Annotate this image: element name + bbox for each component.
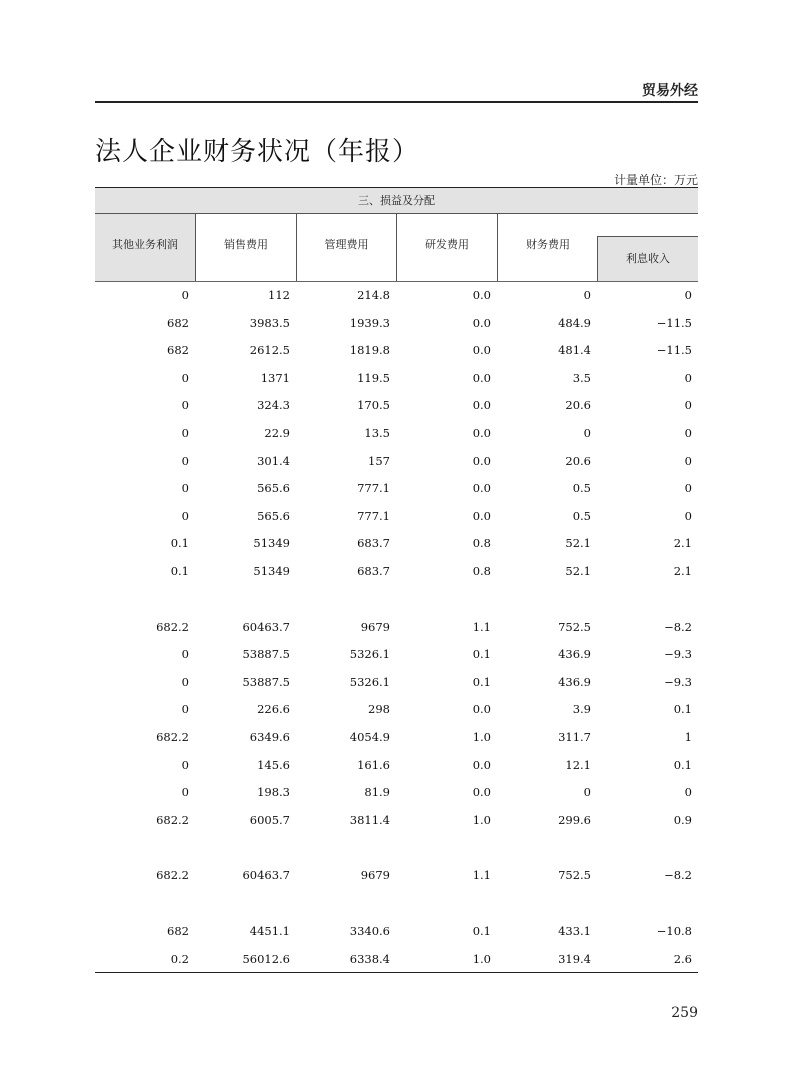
table-cell: 20.6 bbox=[565, 398, 591, 413]
table-cell: −8.2 bbox=[664, 619, 692, 634]
table-cell: 0.0 bbox=[472, 481, 491, 496]
table-cell: 5326.1 bbox=[349, 647, 390, 662]
table-cell: 170.5 bbox=[357, 398, 390, 413]
table-cell: 0.1 bbox=[472, 674, 491, 689]
table-cell: 51349 bbox=[253, 536, 290, 551]
table-cell: 0 bbox=[684, 785, 692, 800]
table-cell: 298 bbox=[368, 702, 390, 717]
table-row bbox=[95, 337, 698, 364]
table-cell: 0.1 bbox=[170, 536, 189, 551]
table-cell: 1.0 bbox=[472, 812, 491, 827]
table-row bbox=[95, 614, 698, 641]
table-cell: 1939.3 bbox=[349, 315, 390, 330]
table-cell: 0 bbox=[181, 647, 189, 662]
table-cell: 12.1 bbox=[565, 757, 591, 772]
table-cell: −9.3 bbox=[664, 647, 692, 662]
table-cell: 433.1 bbox=[558, 924, 591, 938]
column-header: 销售费用 bbox=[195, 213, 296, 281]
table-cell: 51349 bbox=[253, 564, 290, 578]
table-cell: 22.9 bbox=[264, 426, 290, 440]
table-cell: 4451.1 bbox=[249, 924, 290, 938]
table-cell: 0.1 bbox=[472, 924, 491, 938]
table-cell: 198.3 bbox=[257, 785, 290, 800]
table-cell: 752.5 bbox=[558, 619, 591, 634]
table-cell: 0 bbox=[181, 453, 189, 468]
table-row bbox=[95, 420, 698, 447]
table-cell: −8.2 bbox=[664, 868, 692, 883]
table-cell: 0.0 bbox=[472, 453, 491, 468]
page-number: 259 bbox=[671, 1005, 698, 1021]
table-cell: 119.5 bbox=[357, 370, 390, 385]
table-cell: 0 bbox=[583, 288, 591, 302]
table-cell: 3.5 bbox=[572, 370, 591, 385]
table-cell: 0.0 bbox=[472, 315, 491, 330]
table-cell: 6338.4 bbox=[349, 951, 390, 966]
table-cell: 0 bbox=[181, 481, 189, 496]
table-cell: 3340.6 bbox=[349, 924, 390, 938]
table-row bbox=[95, 724, 698, 751]
table-cell: 0.0 bbox=[472, 370, 491, 385]
table-cell: 0 bbox=[181, 288, 189, 302]
table-cell: −11.5 bbox=[656, 343, 692, 358]
table-cell: 112 bbox=[268, 288, 290, 302]
table-row bbox=[95, 918, 698, 945]
table-cell: 436.9 bbox=[558, 674, 591, 689]
table-cell: 5326.1 bbox=[349, 674, 390, 689]
page-title: 法人企业财务状况（年报） bbox=[95, 137, 420, 167]
table-cell: 13.5 bbox=[364, 426, 390, 440]
table-cell: 0 bbox=[181, 757, 189, 772]
table-cell: 682.2 bbox=[156, 619, 189, 634]
table-cell: 60463.7 bbox=[242, 868, 290, 883]
table-cell: 20.6 bbox=[565, 453, 591, 468]
table-row bbox=[95, 946, 698, 973]
table-cell: 1.1 bbox=[472, 619, 491, 634]
section-label: 贸易外经 bbox=[642, 83, 698, 99]
table-cell: 0.0 bbox=[472, 426, 491, 440]
table-cell: 2.1 bbox=[673, 564, 692, 578]
table-cell: 9679 bbox=[360, 619, 390, 634]
table-cell: 0.1 bbox=[673, 702, 692, 717]
table-cell: 0.0 bbox=[472, 508, 491, 523]
unit-label: 计量单位：万元 bbox=[613, 173, 698, 187]
table-cell: 311.7 bbox=[558, 730, 591, 744]
table-cell: 777.1 bbox=[357, 481, 390, 496]
table-cell: 0.5 bbox=[572, 508, 591, 523]
table-cell: 484.9 bbox=[558, 315, 591, 330]
table-cell: 2612.5 bbox=[249, 343, 290, 358]
table-cell: 0 bbox=[684, 481, 692, 496]
table-cell: 0.9 bbox=[673, 812, 692, 827]
table-cell: 0 bbox=[684, 288, 692, 302]
top-rule bbox=[95, 101, 698, 103]
table-cell: 0 bbox=[181, 785, 189, 800]
table-row bbox=[95, 282, 698, 309]
table-cell: 1.1 bbox=[472, 868, 491, 883]
table-cell: 301.4 bbox=[257, 453, 290, 468]
table-cell: 682 bbox=[167, 343, 189, 358]
table-cell: −11.5 bbox=[656, 315, 692, 330]
table-cell: 0.1 bbox=[472, 647, 491, 662]
table-cell: 6005.7 bbox=[249, 812, 290, 827]
table-cell: 0 bbox=[684, 426, 692, 440]
table-cell: 9679 bbox=[360, 868, 390, 883]
table-cell: −10.8 bbox=[656, 924, 692, 938]
table-cell: 1371 bbox=[260, 370, 290, 385]
table-cell: 0 bbox=[684, 370, 692, 385]
table-cell: 324.3 bbox=[257, 398, 290, 413]
table-row bbox=[95, 641, 698, 668]
table-row bbox=[95, 752, 698, 779]
table-cell: 683.7 bbox=[357, 536, 390, 551]
table-cell: 682.2 bbox=[156, 868, 189, 883]
table-cell: 52.1 bbox=[565, 564, 591, 578]
table-cell: 0 bbox=[181, 426, 189, 440]
table-cell: 3.9 bbox=[572, 702, 591, 717]
table-cell: 0 bbox=[181, 370, 189, 385]
table-row bbox=[95, 365, 698, 392]
table-cell: 0 bbox=[583, 426, 591, 440]
table-cell: 3983.5 bbox=[249, 315, 290, 330]
table-cell: 53887.5 bbox=[242, 647, 290, 662]
table-row bbox=[95, 503, 698, 530]
table-cell: 52.1 bbox=[565, 536, 591, 551]
table-cell: 145.6 bbox=[257, 757, 290, 772]
table-body bbox=[95, 282, 698, 973]
table-cell: 157 bbox=[368, 453, 390, 468]
table-cell: 3811.4 bbox=[349, 812, 390, 827]
table-row bbox=[95, 862, 698, 889]
table-cell: 436.9 bbox=[558, 647, 591, 662]
table-cell: 0.2 bbox=[170, 951, 189, 966]
table-cell: 565.6 bbox=[257, 481, 290, 496]
table-row bbox=[95, 807, 698, 834]
table-cell: 2.1 bbox=[673, 536, 692, 551]
table-cell: 0.5 bbox=[572, 481, 591, 496]
group-header: 三、损益及分配 bbox=[358, 194, 435, 207]
table-cell: 752.5 bbox=[558, 868, 591, 883]
table-cell: 56012.6 bbox=[242, 951, 290, 966]
table-cell: 2.6 bbox=[673, 951, 692, 966]
table-cell: 299.6 bbox=[558, 812, 591, 827]
table-cell: 53887.5 bbox=[242, 674, 290, 689]
table-cell: 0.0 bbox=[472, 785, 491, 800]
table-cell: 682 bbox=[167, 315, 189, 330]
table-row bbox=[95, 696, 698, 723]
column-header: 财务费用 bbox=[497, 213, 698, 281]
table-cell: 682 bbox=[167, 924, 189, 938]
table-cell: 0.0 bbox=[472, 757, 491, 772]
table-cell: 0 bbox=[684, 508, 692, 523]
table-cell: 0 bbox=[181, 674, 189, 689]
table-cell: 0.0 bbox=[472, 398, 491, 413]
table-cell: 214.8 bbox=[357, 288, 390, 302]
table-cell: 319.4 bbox=[558, 951, 591, 966]
column-header: 利息收入 bbox=[597, 236, 698, 281]
table-cell: 481.4 bbox=[558, 343, 591, 358]
table-cell: 777.1 bbox=[357, 508, 390, 523]
finance-table bbox=[95, 187, 698, 973]
table-cell: 0.8 bbox=[472, 564, 491, 578]
table-row bbox=[95, 448, 698, 475]
table-cell: 226.6 bbox=[257, 702, 290, 717]
table-cell: 682.2 bbox=[156, 812, 189, 827]
table-cell: 81.9 bbox=[364, 785, 390, 800]
table-cell: 0.1 bbox=[170, 564, 189, 578]
table-cell: 682.2 bbox=[156, 730, 189, 744]
table-cell: 683.7 bbox=[357, 564, 390, 578]
table-cell: 0 bbox=[181, 508, 189, 523]
table-row bbox=[95, 558, 698, 585]
table-cell: 0 bbox=[684, 398, 692, 413]
table-row bbox=[95, 310, 698, 337]
column-header: 其他业务利润 bbox=[95, 213, 195, 281]
table-header bbox=[95, 187, 698, 282]
table-cell: 1 bbox=[684, 730, 692, 744]
table-cell: 0.0 bbox=[472, 288, 491, 302]
table-cell: 1819.8 bbox=[349, 343, 390, 358]
table-cell: 0.0 bbox=[472, 343, 491, 358]
table-cell: 0.1 bbox=[673, 757, 692, 772]
table-cell: 1.0 bbox=[472, 951, 491, 966]
table-row bbox=[95, 669, 698, 696]
table-cell: 0 bbox=[181, 702, 189, 717]
table-row bbox=[95, 530, 698, 557]
column-header: 研发费用 bbox=[396, 213, 497, 281]
table-row bbox=[95, 475, 698, 502]
table-row bbox=[95, 392, 698, 419]
table-cell: 565.6 bbox=[257, 508, 290, 523]
table-cell: 0.0 bbox=[472, 702, 491, 717]
table-cell: 0 bbox=[181, 398, 189, 413]
table-cell: −9.3 bbox=[664, 674, 692, 689]
table-cell: 161.6 bbox=[357, 757, 390, 772]
table-cell: 1.0 bbox=[472, 730, 491, 744]
table-cell: 0 bbox=[684, 453, 692, 468]
table-cell: 0.8 bbox=[472, 536, 491, 551]
table-row bbox=[95, 779, 698, 806]
table-cell: 6349.6 bbox=[249, 730, 290, 744]
column-header: 管理费用 bbox=[296, 213, 396, 281]
table-cell: 60463.7 bbox=[242, 619, 290, 634]
table-cell: 0 bbox=[583, 785, 591, 800]
table-cell: 4054.9 bbox=[349, 730, 390, 744]
